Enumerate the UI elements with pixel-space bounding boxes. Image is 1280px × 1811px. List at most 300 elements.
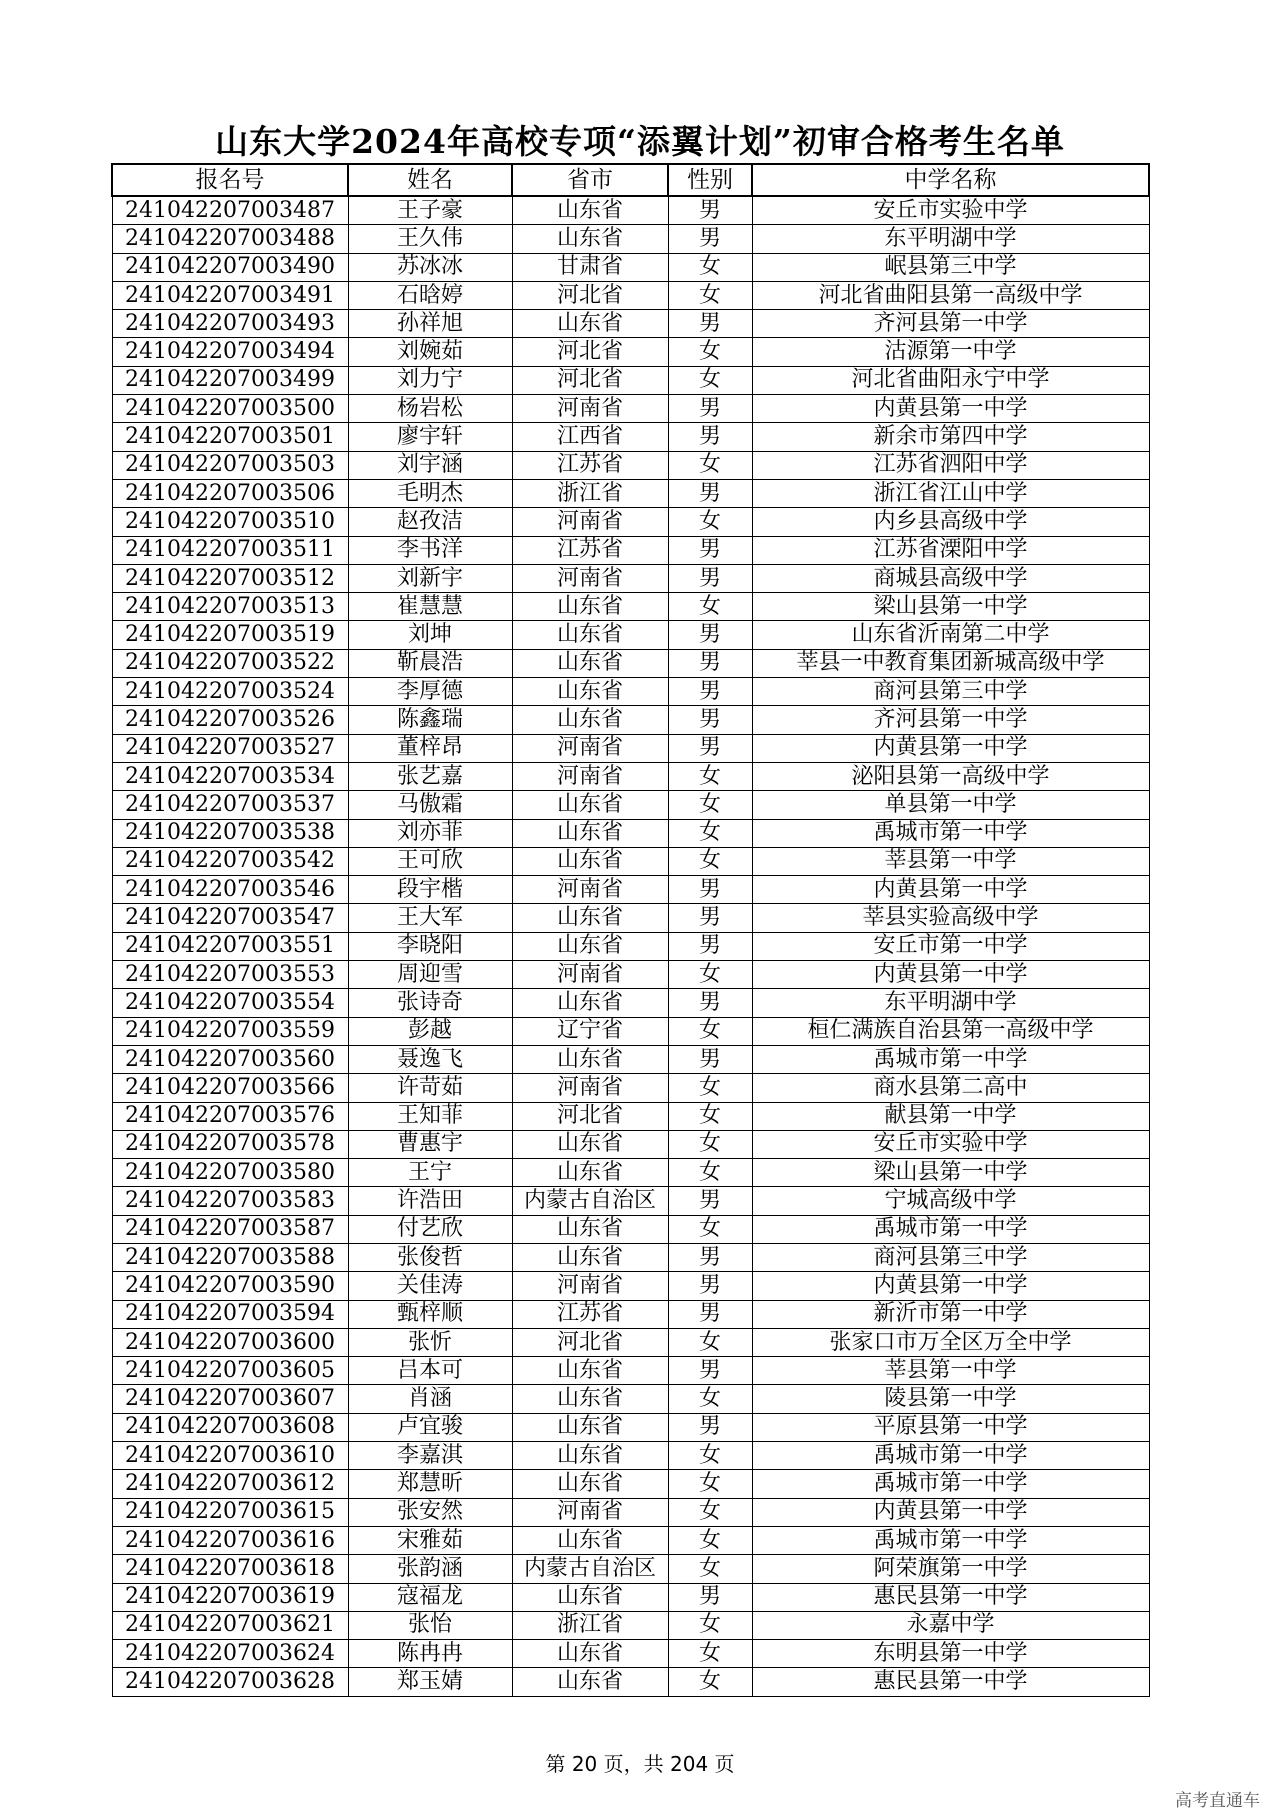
cell-province: 山东省 [512,989,668,1017]
cell-name: 张艺嘉 [348,762,512,790]
table-row [112,395,1149,423]
table-header-row [112,164,1149,196]
cell-name: 寇福龙 [348,1583,512,1611]
cell-school: 莘县实验高级中学 [752,904,1149,932]
cell-gender: 男 [668,225,752,253]
cell-province: 山东省 [512,1413,668,1441]
cell-province: 河南省 [512,1498,668,1526]
cell-name: 陈冉冉 [348,1640,512,1668]
cell-name: 刘亦菲 [348,819,512,847]
table-row [112,1017,1149,1045]
cell-registration-number: 241042207003560 [112,1045,348,1073]
cell-gender: 男 [668,649,752,677]
cell-school: 内黄县第一中学 [752,395,1149,423]
table-row [112,706,1149,734]
cell-province: 浙江省 [512,479,668,507]
cell-name: 甄梓顺 [348,1300,512,1328]
cell-province: 山东省 [512,196,668,225]
cell-registration-number: 241042207003488 [112,225,348,253]
cell-province: 山东省 [512,1442,668,1470]
table-row [112,876,1149,904]
table-row [112,1300,1149,1328]
cell-province: 山东省 [512,649,668,677]
cell-name: 付艺欣 [348,1215,512,1243]
cell-school: 岷县第三中学 [752,253,1149,281]
cell-province: 山东省 [512,706,668,734]
cell-gender: 男 [668,904,752,932]
cell-registration-number: 241042207003621 [112,1611,348,1639]
table-row [112,451,1149,479]
cell-gender: 女 [668,451,752,479]
cell-name: 张俊哲 [348,1243,512,1271]
cell-name: 陈鑫瑞 [348,706,512,734]
cell-name: 李厚德 [348,678,512,706]
cell-gender: 男 [668,479,752,507]
cell-gender: 女 [668,1470,752,1498]
cell-province: 河南省 [512,1272,668,1300]
cell-name: 石晗婷 [348,281,512,309]
cell-registration-number: 241042207003616 [112,1526,348,1554]
page-title: 山东大学2024年高校专项“添翼计划”初审合格考生名单 [215,122,1065,161]
table-row [112,1328,1149,1356]
table-row [112,1611,1149,1639]
table-row [112,1159,1149,1187]
cell-registration-number: 241042207003519 [112,621,348,649]
cell-gender: 男 [668,1413,752,1441]
cell-school: 东明县第一中学 [752,1640,1149,1668]
cell-registration-number: 241042207003618 [112,1555,348,1583]
cell-gender: 男 [668,536,752,564]
cell-province: 江苏省 [512,451,668,479]
cell-school: 浙江省江山中学 [752,479,1149,507]
table-row [112,819,1149,847]
cell-province: 山东省 [512,1640,668,1668]
cell-gender: 女 [668,281,752,309]
cell-province: 河北省 [512,281,668,309]
cell-name: 王知菲 [348,1102,512,1130]
cell-province: 河南省 [512,762,668,790]
table-row [112,1187,1149,1215]
cell-province: 山东省 [512,932,668,960]
cell-name: 刘婉茹 [348,338,512,366]
cell-school: 内黄县第一中学 [752,734,1149,762]
table-row [112,989,1149,1017]
cell-registration-number: 241042207003553 [112,961,348,989]
cell-province: 山东省 [512,1159,668,1187]
cell-registration-number: 241042207003576 [112,1102,348,1130]
cell-registration-number: 241042207003501 [112,423,348,451]
cell-province: 河南省 [512,734,668,762]
table-row [112,479,1149,507]
cell-school: 惠民县第一中学 [752,1583,1149,1611]
cell-province: 河南省 [512,508,668,536]
cell-province: 山东省 [512,819,668,847]
cell-name: 毛明杰 [348,479,512,507]
cell-registration-number: 241042207003608 [112,1413,348,1441]
cell-registration-number: 241042207003506 [112,479,348,507]
cell-gender: 女 [668,508,752,536]
cell-gender: 女 [668,1442,752,1470]
table-row [112,1045,1149,1073]
cell-school: 内黄县第一中学 [752,1272,1149,1300]
table-row [112,593,1149,621]
cell-school: 禹城市第一中学 [752,819,1149,847]
cell-registration-number: 241042207003522 [112,649,348,677]
cell-province: 山东省 [512,1526,668,1554]
cell-gender: 女 [668,1328,752,1356]
cell-name: 张安然 [348,1498,512,1526]
cell-school: 禹城市第一中学 [752,1442,1149,1470]
cell-school: 新沂市第一中学 [752,1300,1149,1328]
cell-school: 单县第一中学 [752,791,1149,819]
cell-registration-number: 241042207003619 [112,1583,348,1611]
cell-province: 河南省 [512,961,668,989]
cell-name: 张诗奇 [348,989,512,1017]
table-row [112,847,1149,875]
cell-school: 莘县第一中学 [752,1357,1149,1385]
cell-registration-number: 241042207003524 [112,678,348,706]
cell-name: 赵孜洁 [348,508,512,536]
cell-province: 山东省 [512,847,668,875]
table-row [112,1102,1149,1130]
cell-school: 山东省沂南第二中学 [752,621,1149,649]
table-row [112,1272,1149,1300]
cell-gender: 女 [668,1526,752,1554]
cell-name: 王大军 [348,904,512,932]
cell-gender: 男 [668,1357,752,1385]
cell-school: 张家口市万全区万全中学 [752,1328,1149,1356]
table-row [112,1555,1149,1583]
cell-registration-number: 241042207003512 [112,564,348,592]
cell-school: 宁城高级中学 [752,1187,1149,1215]
table-row [112,1583,1149,1611]
table-row [112,1470,1149,1498]
cell-gender: 女 [668,1017,752,1045]
cell-name: 郑玉婧 [348,1668,512,1696]
table-row [112,564,1149,592]
cell-name: 李书洋 [348,536,512,564]
cell-school: 齐河县第一中学 [752,706,1149,734]
cell-province: 内蒙古自治区 [512,1187,668,1215]
cell-name: 张韵涵 [348,1555,512,1583]
cell-gender: 女 [668,338,752,366]
cell-registration-number: 241042207003500 [112,395,348,423]
cell-school: 平原县第一中学 [752,1413,1149,1441]
cell-province: 山东省 [512,1357,668,1385]
table-row [112,1074,1149,1102]
cell-province: 河北省 [512,366,668,394]
cell-name: 刘宇涵 [348,451,512,479]
cell-gender: 女 [668,1102,752,1130]
cell-school: 梁山县第一中学 [752,593,1149,621]
cell-gender: 女 [668,1668,752,1696]
cell-province: 江苏省 [512,536,668,564]
cell-gender: 男 [668,423,752,451]
cell-school: 齐河县第一中学 [752,310,1149,338]
cell-province: 山东省 [512,225,668,253]
cell-registration-number: 241042207003615 [112,1498,348,1526]
cell-province: 山东省 [512,904,668,932]
cell-gender: 男 [668,1583,752,1611]
cell-school: 献县第一中学 [752,1102,1149,1130]
cell-name: 王宁 [348,1159,512,1187]
cell-gender: 女 [668,961,752,989]
cell-gender: 女 [668,1640,752,1668]
cell-gender: 女 [668,1498,752,1526]
cell-province: 山东省 [512,791,668,819]
cell-gender: 男 [668,989,752,1017]
header-gender: 性别 [668,164,752,196]
cell-gender: 女 [668,593,752,621]
table-row [112,281,1149,309]
cell-name: 廖宇轩 [348,423,512,451]
table-row [112,1413,1149,1441]
cell-registration-number: 241042207003491 [112,281,348,309]
cell-name: 许苛茹 [348,1074,512,1102]
cell-school: 商城县高级中学 [752,564,1149,592]
cell-school: 新余市第四中学 [752,423,1149,451]
cell-province: 河南省 [512,876,668,904]
cell-school: 沽源第一中学 [752,338,1149,366]
table-row [112,338,1149,366]
cell-school: 桓仁满族自治县第一高级中学 [752,1017,1149,1045]
cell-gender: 男 [668,196,752,225]
cell-name: 李晓阳 [348,932,512,960]
cell-gender: 男 [668,1272,752,1300]
cell-registration-number: 241042207003493 [112,310,348,338]
cell-name: 段宇楷 [348,876,512,904]
header-school: 中学名称 [752,164,1149,196]
cell-name: 王可欣 [348,847,512,875]
cell-school: 安丘市第一中学 [752,932,1149,960]
cell-province: 山东省 [512,1668,668,1696]
cell-gender: 男 [668,1243,752,1271]
header-name: 姓名 [348,164,512,196]
cell-name: 董梓昂 [348,734,512,762]
table-row [112,932,1149,960]
cell-registration-number: 241042207003612 [112,1470,348,1498]
cell-name: 张忻 [348,1328,512,1356]
cell-school: 商河县第三中学 [752,1243,1149,1271]
cell-name: 刘坤 [348,621,512,649]
cell-province: 江苏省 [512,1300,668,1328]
table-row [112,904,1149,932]
table-row [112,678,1149,706]
cell-province: 河北省 [512,1102,668,1130]
watermark-text: 高考直通车 [1175,1791,1260,1811]
cell-registration-number: 241042207003510 [112,508,348,536]
cell-gender: 男 [668,1045,752,1073]
cell-school: 安丘市实验中学 [752,196,1149,225]
cell-gender: 男 [668,706,752,734]
cell-school: 梁山县第一中学 [752,1159,1149,1187]
cell-gender: 男 [668,734,752,762]
cell-province: 山东省 [512,1130,668,1158]
cell-name: 刘力宁 [348,366,512,394]
cell-registration-number: 241042207003628 [112,1668,348,1696]
cell-gender: 女 [668,1159,752,1187]
cell-school: 禹城市第一中学 [752,1045,1149,1073]
cell-province: 山东省 [512,678,668,706]
cell-registration-number: 241042207003538 [112,819,348,847]
cell-school: 禹城市第一中学 [752,1526,1149,1554]
cell-province: 河南省 [512,564,668,592]
cell-school: 内黄县第一中学 [752,876,1149,904]
cell-registration-number: 241042207003534 [112,762,348,790]
cell-registration-number: 241042207003566 [112,1074,348,1102]
table-row [112,621,1149,649]
table-row [112,649,1149,677]
cell-gender: 男 [668,932,752,960]
cell-province: 甘肃省 [512,253,668,281]
cell-name: 王子豪 [348,196,512,225]
cell-school: 莘县一中教育集团新城高级中学 [752,649,1149,677]
cell-name: 吕本可 [348,1357,512,1385]
cell-gender: 女 [668,847,752,875]
cell-province: 辽宁省 [512,1017,668,1045]
cell-name: 王久伟 [348,225,512,253]
cell-registration-number: 241042207003551 [112,932,348,960]
cell-registration-number: 241042207003610 [112,1442,348,1470]
cell-gender: 男 [668,395,752,423]
cell-name: 马傲霜 [348,791,512,819]
cell-school: 阿荣旗第一中学 [752,1555,1149,1583]
cell-name: 靳晨浩 [348,649,512,677]
cell-province: 内蒙古自治区 [512,1555,668,1583]
table-row [112,762,1149,790]
cell-province: 河南省 [512,395,668,423]
cell-name: 杨岩松 [348,395,512,423]
cell-registration-number: 241042207003583 [112,1187,348,1215]
cell-gender: 男 [668,564,752,592]
cell-province: 山东省 [512,1385,668,1413]
table-row [112,536,1149,564]
table-row [112,1498,1149,1526]
cell-registration-number: 241042207003607 [112,1385,348,1413]
cell-gender: 女 [668,1611,752,1639]
cell-name: 卢宜骏 [348,1413,512,1441]
page-footer: 第 20 页，共 204 页 [545,1752,735,1776]
cell-province: 山东省 [512,593,668,621]
cell-registration-number: 241042207003499 [112,366,348,394]
cell-name: 曹惠宇 [348,1130,512,1158]
table-row [112,310,1149,338]
cell-gender: 女 [668,1074,752,1102]
cell-registration-number: 241042207003537 [112,791,348,819]
cell-province: 山东省 [512,1243,668,1271]
cell-registration-number: 241042207003594 [112,1300,348,1328]
cell-name: 苏冰冰 [348,253,512,281]
cell-name: 郑慧昕 [348,1470,512,1498]
cell-name: 宋雅茹 [348,1526,512,1554]
cell-registration-number: 241042207003578 [112,1130,348,1158]
cell-registration-number: 241042207003580 [112,1159,348,1187]
candidate-table [111,163,1150,1697]
cell-school: 内乡县高级中学 [752,508,1149,536]
cell-registration-number: 241042207003590 [112,1272,348,1300]
cell-school: 内黄县第一中学 [752,961,1149,989]
cell-registration-number: 241042207003624 [112,1640,348,1668]
cell-province: 山东省 [512,1470,668,1498]
cell-school: 东平明湖中学 [752,225,1149,253]
table-row [112,508,1149,536]
cell-gender: 男 [668,1187,752,1215]
cell-registration-number: 241042207003527 [112,734,348,762]
table-row [112,366,1149,394]
table-row [112,253,1149,281]
cell-registration-number: 241042207003600 [112,1328,348,1356]
cell-registration-number: 241042207003494 [112,338,348,366]
cell-registration-number: 241042207003513 [112,593,348,621]
cell-school: 惠民县第一中学 [752,1668,1149,1696]
cell-province: 山东省 [512,621,668,649]
cell-school: 永嘉中学 [752,1611,1149,1639]
cell-registration-number: 241042207003588 [112,1243,348,1271]
cell-school: 江苏省泗阳中学 [752,451,1149,479]
table-row [112,734,1149,762]
cell-school: 莘县第一中学 [752,847,1149,875]
cell-registration-number: 241042207003490 [112,253,348,281]
cell-school: 泌阳县第一高级中学 [752,762,1149,790]
cell-registration-number: 241042207003511 [112,536,348,564]
cell-gender: 女 [668,1215,752,1243]
cell-registration-number: 241042207003605 [112,1357,348,1385]
table-row [112,1243,1149,1271]
header-registration-number: 报名号 [112,164,348,196]
table-row [112,1640,1149,1668]
table-row [112,961,1149,989]
table-body [112,196,1149,1696]
cell-registration-number: 241042207003526 [112,706,348,734]
cell-gender: 女 [668,762,752,790]
cell-school: 江苏省溧阳中学 [752,536,1149,564]
cell-gender: 男 [668,876,752,904]
table-row [112,423,1149,451]
table-row [112,1130,1149,1158]
cell-gender: 女 [668,1385,752,1413]
cell-registration-number: 241042207003554 [112,989,348,1017]
cell-gender: 女 [668,791,752,819]
cell-gender: 男 [668,1300,752,1328]
cell-registration-number: 241042207003587 [112,1215,348,1243]
cell-province: 山东省 [512,1583,668,1611]
cell-school: 安丘市实验中学 [752,1130,1149,1158]
cell-school: 禹城市第一中学 [752,1215,1149,1243]
cell-school: 陵县第一中学 [752,1385,1149,1413]
cell-name: 聂逸飞 [348,1045,512,1073]
cell-name: 李嘉淇 [348,1442,512,1470]
cell-name: 关佳涛 [348,1272,512,1300]
cell-registration-number: 241042207003503 [112,451,348,479]
cell-registration-number: 241042207003546 [112,876,348,904]
table-row [112,1526,1149,1554]
cell-gender: 女 [668,819,752,847]
cell-name: 张怡 [348,1611,512,1639]
cell-school: 河北省曲阳永宁中学 [752,366,1149,394]
cell-gender: 男 [668,678,752,706]
table-row [112,1668,1149,1696]
cell-province: 浙江省 [512,1611,668,1639]
cell-province: 河北省 [512,338,668,366]
cell-province: 河北省 [512,1328,668,1356]
cell-province: 河南省 [512,1074,668,1102]
cell-province: 山东省 [512,1045,668,1073]
cell-gender: 女 [668,253,752,281]
cell-school: 内黄县第一中学 [752,1498,1149,1526]
cell-gender: 女 [668,1555,752,1583]
cell-registration-number: 241042207003487 [112,196,348,225]
cell-gender: 女 [668,366,752,394]
